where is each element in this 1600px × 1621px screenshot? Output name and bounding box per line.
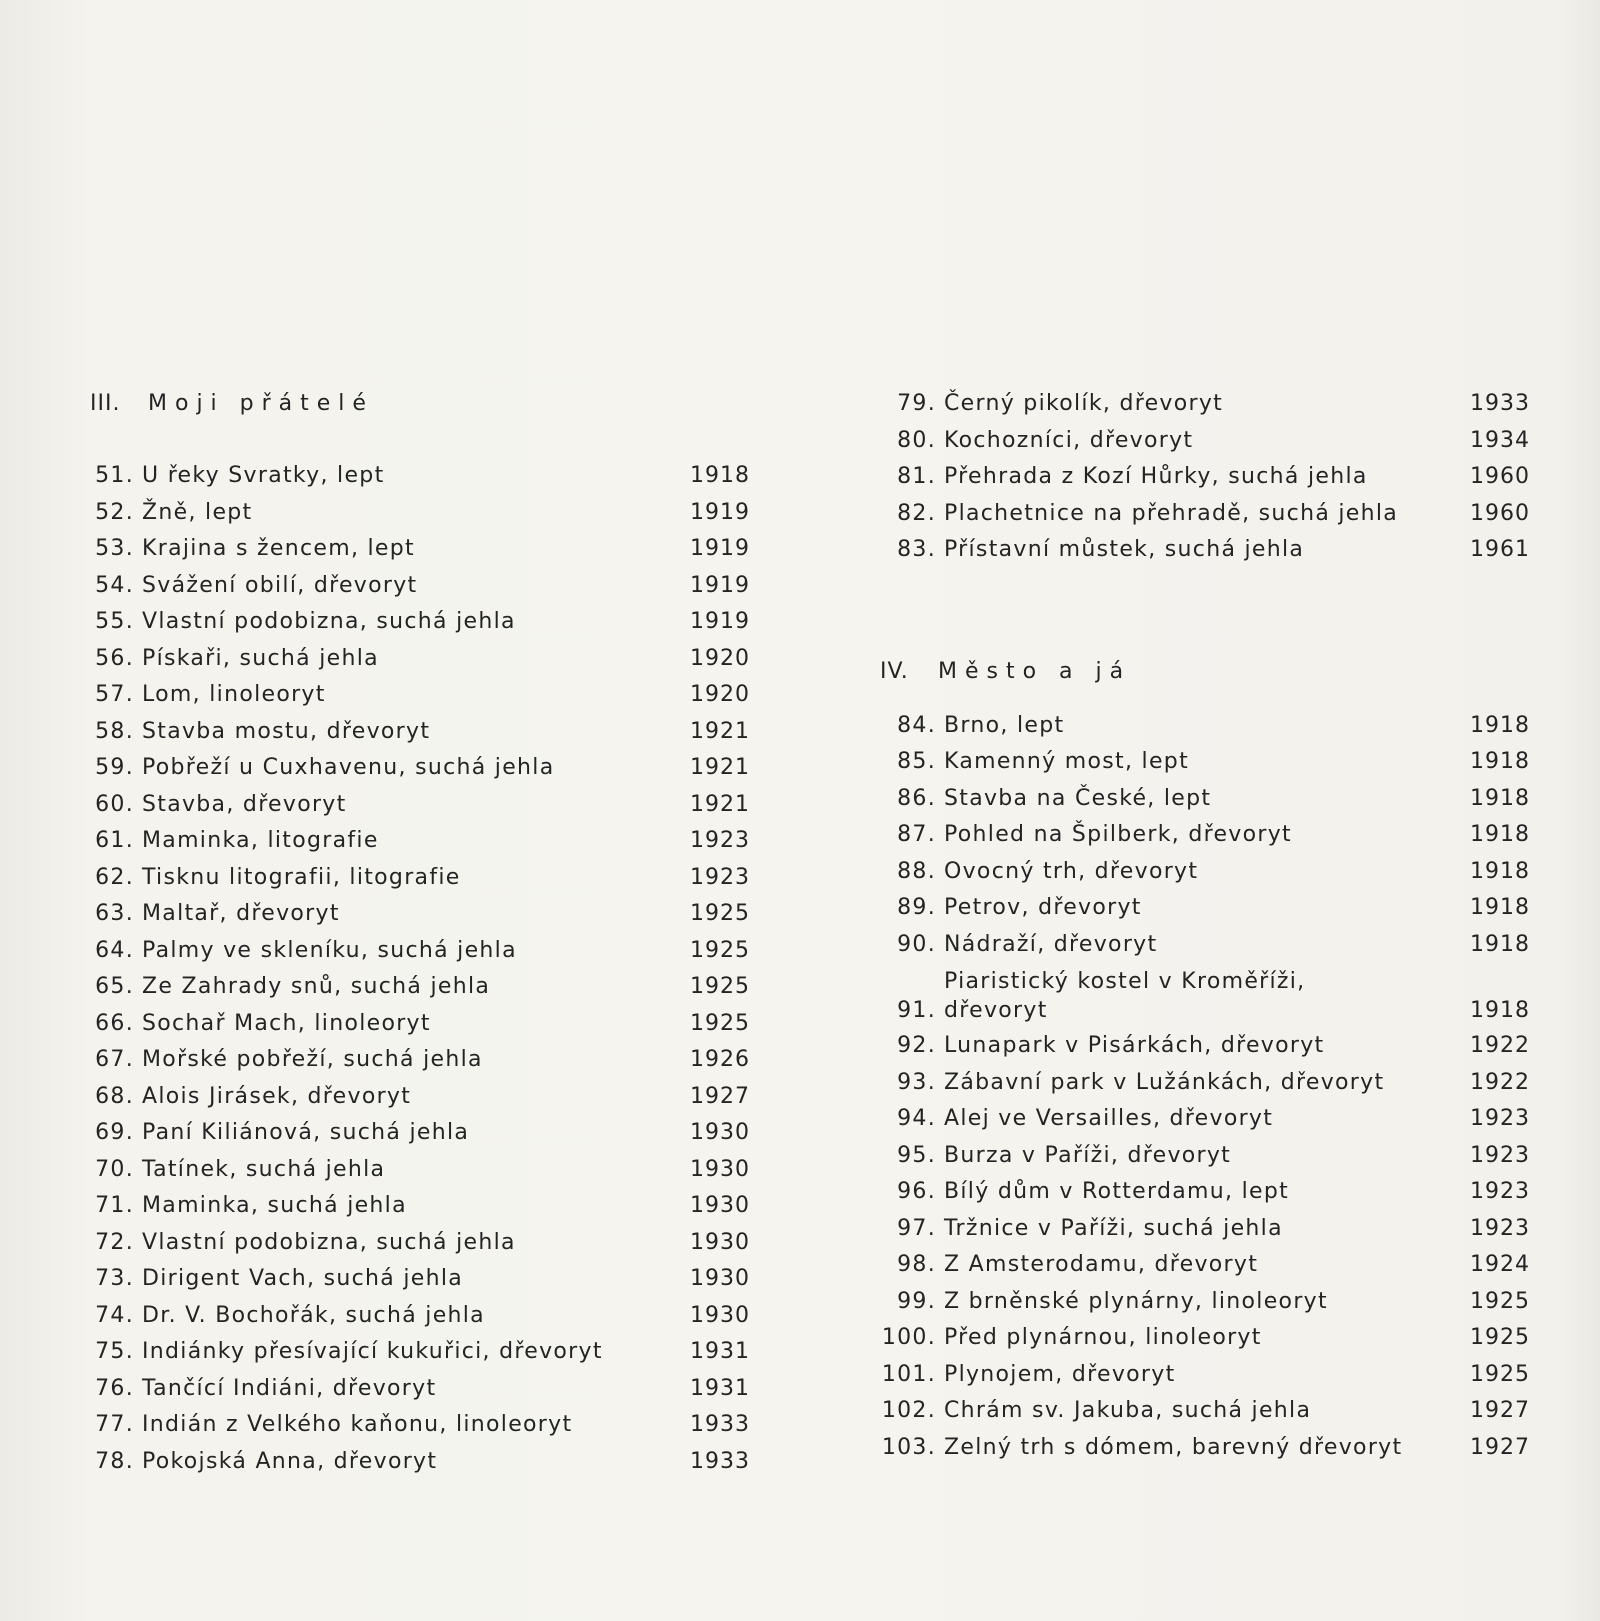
item-title: Maminka, suchá jehla [142, 1193, 407, 1218]
item-title: Zelný trh s dómem, barevný dřevoryt [944, 1434, 1403, 1460]
item-number: 80. [897, 427, 936, 453]
list-item [90, 823, 750, 860]
item-number: 58. [95, 718, 134, 744]
item-year: 1923 [1470, 1142, 1530, 1168]
item-title: Před plynárnou, linoleoryt [944, 1325, 1262, 1350]
list-item [90, 969, 750, 1006]
list-item [90, 1225, 750, 1262]
item-title: Žně, lept [142, 499, 253, 525]
list-item [880, 1320, 1530, 1357]
item-title: Pokojská Anna, dřevoryt [142, 1448, 438, 1474]
item-number: 81. [897, 464, 936, 489]
item-number: 89. [897, 895, 936, 920]
item-title: Tržnice v Paříži, suchá jehla [944, 1215, 1283, 1241]
item-title: Vlastní podobizna, suchá jehla [142, 609, 516, 634]
list-item [880, 1430, 1530, 1467]
item-year: 1930 [690, 1156, 750, 1182]
item-year: 1924 [1470, 1252, 1530, 1277]
item-number: 96. [897, 1179, 936, 1204]
item-title: Dirigent Vach, suchá jehla [142, 1266, 464, 1291]
item-number: 51. [95, 463, 134, 488]
list-item [880, 1357, 1530, 1394]
catalog-list-iii-continued [880, 386, 1530, 569]
item-year: 1960 [1470, 464, 1530, 489]
item-number: 56. [95, 645, 134, 671]
item-number: 75. [95, 1339, 134, 1364]
item-year: 1933 [690, 1448, 750, 1474]
section-number: III. [90, 391, 121, 416]
list-item [880, 1028, 1530, 1065]
item-title: Nádraží, dřevoryt [944, 931, 1158, 957]
item-number: 101. [881, 1361, 936, 1387]
item-number: 72. [95, 1229, 134, 1255]
item-year: 1919 [690, 536, 750, 561]
list-item [90, 458, 750, 495]
item-title: Pískaři, suchá jehla [142, 645, 379, 671]
section-number: IV. [880, 658, 909, 684]
list-item [880, 1065, 1530, 1102]
item-year: 1927 [1470, 1434, 1530, 1460]
item-number: 88. [897, 858, 936, 884]
list-item [90, 714, 750, 751]
list-item [90, 787, 750, 824]
item-title: Pobřeží u Cuxhavenu, suchá jehla [142, 755, 555, 780]
item-number: 92. [897, 1033, 936, 1058]
list-item [880, 817, 1530, 854]
item-year: 1925 [690, 1010, 750, 1036]
item-year: 1923 [690, 828, 750, 853]
list-item [90, 604, 750, 641]
item-title: Maltař, dřevoryt [142, 901, 340, 926]
right-column [880, 386, 1530, 1466]
item-title: Piaristický kostel v Kroměříži, dřevoryt [944, 969, 1306, 1023]
list-item [880, 927, 1530, 964]
item-title: U řeky Svratky, lept [142, 463, 385, 488]
item-title: Tatínek, suchá jehla [142, 1156, 386, 1182]
item-number: 66. [95, 1010, 134, 1036]
item-year: 1931 [690, 1375, 750, 1401]
list-item [90, 677, 750, 714]
list-item [90, 860, 750, 897]
item-title: Ze Zahrady snů, suchá jehla [142, 974, 491, 999]
list-item [880, 459, 1530, 496]
section-heading-iii [90, 386, 750, 422]
item-title: Vlastní podobizna, suchá jehla [142, 1229, 516, 1255]
item-title: Indián z Velkého kaňonu, linoleoryt [142, 1412, 573, 1437]
item-year: 1934 [1470, 427, 1530, 453]
item-year: 1933 [690, 1412, 750, 1437]
item-number: 97. [897, 1215, 936, 1241]
item-title: Z brněnské plynárny, linoleoryt [944, 1288, 1328, 1314]
item-number: 103. [881, 1434, 936, 1460]
item-year: 1925 [690, 937, 750, 963]
item-number: 59. [95, 755, 134, 780]
item-number: 99. [897, 1288, 936, 1314]
item-title: Lunapark v Pisárkách, dřevoryt [944, 1033, 1325, 1058]
item-number: 79. [897, 391, 936, 416]
list-item [880, 1393, 1530, 1430]
item-title: Maminka, litografie [142, 828, 379, 853]
item-number: 94. [897, 1106, 936, 1131]
item-title: Burza v Paříži, dřevoryt [944, 1142, 1232, 1168]
item-year: 1961 [1470, 537, 1530, 562]
item-year: 1926 [690, 1047, 750, 1072]
item-title: Pohled na Špilberk, dřevoryt [944, 822, 1292, 847]
section-heading-iv [880, 654, 1530, 690]
item-year: 1922 [1470, 1069, 1530, 1095]
item-title: Bílý dům v Rotterdamu, lept [944, 1179, 1290, 1204]
item-year: 1921 [690, 791, 750, 817]
item-number: 91. [897, 998, 936, 1023]
item-year: 1919 [690, 499, 750, 525]
item-year: 1930 [690, 1302, 750, 1328]
list-item [90, 495, 750, 532]
item-title: Přístavní můstek, suchá jehla [944, 537, 1305, 562]
item-number: 67. [95, 1047, 134, 1072]
item-title: Černý pikolík, dřevoryt [944, 391, 1224, 416]
item-year: 1925 [1470, 1288, 1530, 1314]
section-title: Moji přátelé [148, 391, 374, 416]
item-title: Palmy ve skleníku, suchá jehla [142, 937, 517, 963]
item-number: 102. [881, 1398, 936, 1423]
list-item [880, 1138, 1530, 1175]
item-title: Přehrada z Kozí Hůrky, suchá jehla [944, 464, 1368, 489]
item-number: 68. [95, 1083, 134, 1109]
list-item [880, 1284, 1530, 1321]
list-item [880, 890, 1530, 927]
item-number: 73. [95, 1266, 134, 1291]
item-year: 1960 [1470, 500, 1530, 526]
list-item [880, 423, 1530, 460]
item-title: Brno, lept [944, 712, 1065, 738]
item-number: 64. [95, 937, 134, 963]
item-year: 1919 [690, 572, 750, 598]
list-item [90, 750, 750, 787]
item-number: 54. [95, 572, 134, 598]
list-item [880, 744, 1530, 781]
list-item [880, 386, 1530, 423]
item-year: 1920 [690, 682, 750, 707]
item-year: 1923 [1470, 1179, 1530, 1204]
item-year: 1931 [690, 1339, 750, 1364]
item-year: 1923 [1470, 1215, 1530, 1241]
list-item [880, 496, 1530, 533]
item-number: 53. [95, 536, 134, 561]
list-item [880, 708, 1530, 745]
item-number: 52. [95, 499, 134, 525]
catalog-list-iii [90, 458, 750, 1480]
item-year: 1918 [1470, 895, 1530, 920]
item-number: 95. [897, 1142, 936, 1168]
item-title: Z Amsterodamu, dřevoryt [944, 1252, 1259, 1277]
list-item [90, 1298, 750, 1335]
item-title: Tančící Indiáni, dřevoryt [142, 1375, 437, 1401]
item-number: 82. [897, 500, 936, 526]
item-year: 1918 [1470, 858, 1530, 884]
item-year: 1925 [1470, 1361, 1530, 1387]
item-number: 65. [95, 974, 134, 999]
item-title: Indiánky přesívající kukuřici, dřevoryt [142, 1339, 603, 1364]
item-year: 1918 [1470, 998, 1530, 1023]
item-year: 1921 [690, 718, 750, 744]
item-year: 1930 [690, 1266, 750, 1291]
item-year: 1918 [1470, 822, 1530, 847]
item-year: 1918 [1470, 712, 1530, 738]
item-number: 55. [95, 609, 134, 634]
item-number: 83. [897, 537, 936, 562]
item-title: Kamenný most, lept [944, 749, 1189, 774]
left-column [90, 386, 750, 1480]
item-title: Chrám sv. Jakuba, suchá jehla [944, 1398, 1312, 1423]
item-title: Stavba mostu, dřevoryt [142, 718, 431, 744]
item-title: Ovocný trh, dřevoryt [944, 858, 1199, 884]
item-number: 63. [95, 901, 134, 926]
item-title: Sochař Mach, linoleoryt [142, 1010, 431, 1036]
item-year: 1921 [690, 755, 750, 780]
list-item [880, 1174, 1530, 1211]
item-year: 1930 [690, 1120, 750, 1145]
list-item [880, 1211, 1530, 1248]
list-item [880, 1247, 1530, 1284]
item-title: Alej ve Versailles, dřevoryt [944, 1106, 1274, 1131]
list-item [880, 532, 1530, 569]
list-item [90, 1152, 750, 1189]
item-number: 57. [95, 682, 134, 707]
item-year: 1930 [690, 1229, 750, 1255]
item-number: 76. [95, 1375, 134, 1401]
item-number: 85. [897, 749, 936, 774]
item-year: 1927 [1470, 1398, 1530, 1423]
item-year: 1918 [1470, 931, 1530, 957]
item-number: 71. [95, 1193, 134, 1218]
item-number: 86. [897, 785, 936, 811]
item-year: 1925 [690, 901, 750, 926]
list-item [90, 641, 750, 678]
item-title: Plachetnice na přehradě, suchá jehla [944, 500, 1399, 526]
item-number: 61. [95, 828, 134, 853]
item-year: 1923 [690, 864, 750, 890]
item-number: 84. [897, 712, 936, 738]
item-year: 1927 [690, 1083, 750, 1109]
list-item [880, 1101, 1530, 1138]
list-item [90, 1261, 750, 1298]
list-item [880, 854, 1530, 891]
item-number: 77. [95, 1412, 134, 1437]
item-title: Tisknu litografii, litografie [142, 864, 461, 890]
item-title: Kochozníci, dřevoryt [944, 427, 1194, 453]
item-year: 1925 [690, 974, 750, 999]
item-title: Petrov, dřevoryt [944, 895, 1142, 920]
list-item [90, 1079, 750, 1116]
section-title: Město a já [938, 658, 1132, 684]
list-item [90, 1407, 750, 1444]
item-title: Mořské pobřeží, suchá jehla [142, 1047, 483, 1072]
item-number: 69. [95, 1120, 134, 1145]
item-year: 1922 [1470, 1033, 1530, 1058]
item-title: Dr. V. Bochořák, suchá jehla [142, 1302, 485, 1328]
item-title: Paní Kiliánová, suchá jehla [142, 1120, 470, 1145]
catalog-list-iv [880, 708, 1530, 1467]
item-title: Alois Jirásek, dřevoryt [142, 1083, 412, 1109]
item-year: 1920 [690, 645, 750, 671]
list-item [90, 1444, 750, 1481]
item-number: 93. [897, 1069, 936, 1095]
list-item [90, 1006, 750, 1043]
item-year: 1919 [690, 609, 750, 634]
list-item [90, 1115, 750, 1152]
item-title: Svážení obilí, dřevoryt [142, 572, 418, 598]
list-item [90, 933, 750, 970]
item-title: Stavba na České, lept [944, 785, 1212, 811]
item-year: 1925 [1470, 1325, 1530, 1350]
list-item [90, 531, 750, 568]
list-item [880, 963, 1530, 1028]
item-number: 100. [881, 1325, 936, 1350]
item-number: 98. [897, 1252, 936, 1277]
list-item [880, 781, 1530, 818]
item-year: 1930 [690, 1193, 750, 1218]
item-number: 87. [897, 822, 936, 847]
item-year: 1918 [690, 463, 750, 488]
item-number: 90. [897, 931, 936, 957]
list-item [90, 1188, 750, 1225]
item-year: 1923 [1470, 1106, 1530, 1131]
item-number: 74. [95, 1302, 134, 1328]
item-title: Stavba, dřevoryt [142, 791, 347, 817]
item-year: 1933 [1470, 391, 1530, 416]
item-title: Krajina s žencem, lept [142, 536, 415, 561]
list-item [90, 1371, 750, 1408]
item-title: Zábavní park v Lužánkách, dřevoryt [944, 1069, 1385, 1095]
item-year: 1918 [1470, 785, 1530, 811]
list-item [90, 896, 750, 933]
item-number: 78. [95, 1448, 134, 1474]
item-year: 1918 [1470, 749, 1530, 774]
list-item [90, 1042, 750, 1079]
item-number: 60. [95, 791, 134, 817]
item-number: 70. [95, 1156, 134, 1182]
item-title: Lom, linoleoryt [142, 682, 326, 707]
item-number: 62. [95, 864, 134, 890]
list-item [90, 568, 750, 605]
item-title: Plynojem, dřevoryt [944, 1361, 1176, 1387]
list-item [90, 1334, 750, 1371]
